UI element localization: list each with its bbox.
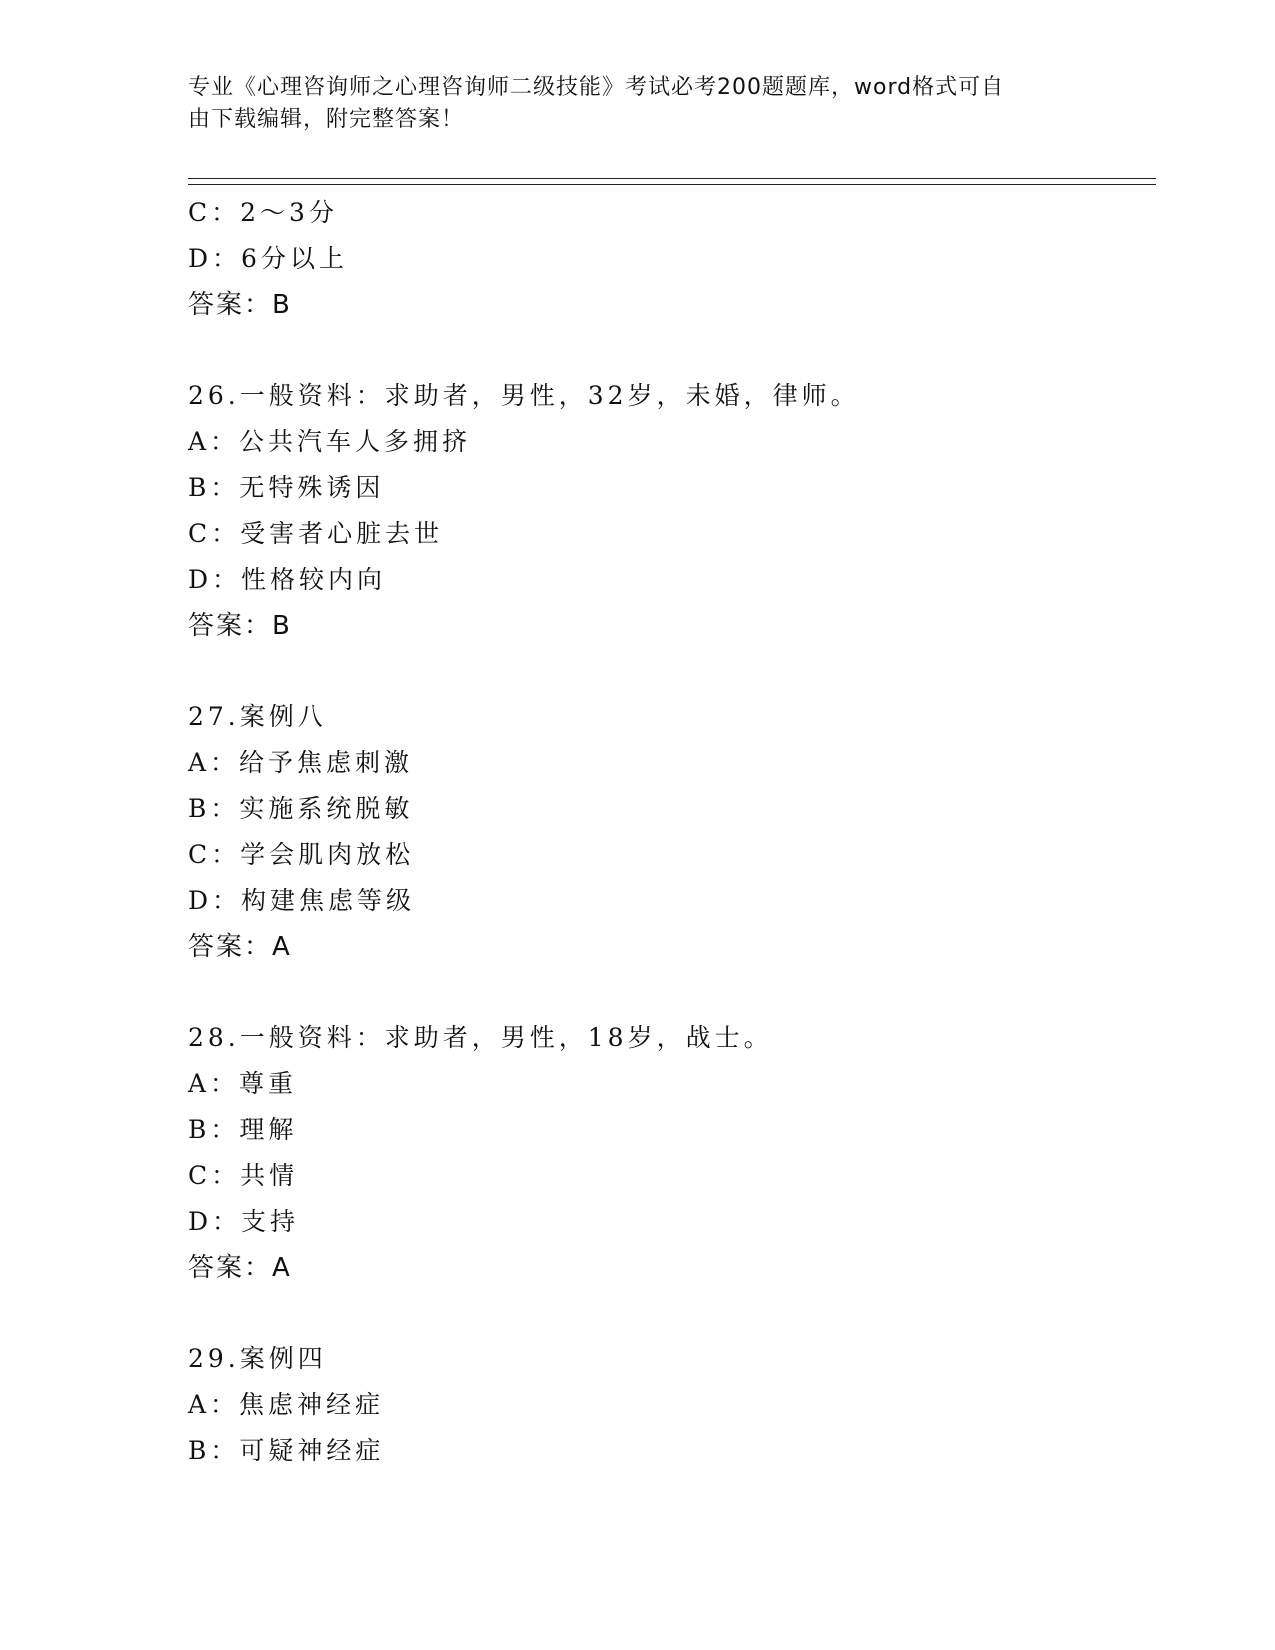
answer-line: 答案：B	[188, 290, 292, 320]
question-title: 28.一般资料：求助者，男性，18岁，战士。	[188, 1023, 773, 1052]
question-28	[188, 1015, 1148, 1291]
option-c: C：共情	[188, 1161, 299, 1190]
answer-line: 答案：B	[188, 611, 292, 641]
option-b: B：无特殊诱因	[188, 473, 385, 502]
option-b: B：理解	[188, 1115, 298, 1144]
question-title: 29.案例四	[188, 1344, 327, 1373]
option-c: C：2～3分	[188, 198, 338, 227]
document-header	[188, 72, 1088, 136]
option-b: B：可疑神经症	[188, 1436, 385, 1465]
option-d: D：性格较内向	[188, 565, 387, 594]
question-list	[188, 190, 1148, 1474]
option-a: A：给予焦虑刺激	[188, 748, 414, 777]
option-d: D：6分以上	[188, 244, 348, 273]
option-d: D：支持	[188, 1207, 300, 1236]
option-c: C：学会肌肉放松	[188, 840, 415, 869]
option-c: C：受害者心脏去世	[188, 519, 444, 548]
option-b: B：实施系统脱敏	[188, 794, 414, 823]
question-continuation	[188, 190, 1148, 328]
question-27	[188, 694, 1148, 970]
answer-line: 答案：A	[188, 932, 292, 962]
question-title: 27.案例八	[188, 702, 327, 731]
question-title: 26.一般资料：求助者，男性，32岁，未婚，律师。	[188, 381, 860, 410]
header-line-2: 由下载编辑，附完整答案！	[188, 107, 465, 132]
option-d: D：构建焦虑等级	[188, 886, 416, 915]
option-a: A：尊重	[188, 1069, 298, 1098]
question-29	[188, 1336, 1148, 1474]
option-a: A：公共汽车人多拥挤	[188, 427, 472, 456]
answer-line: 答案：A	[188, 1253, 292, 1283]
header-line-1: 专业《心理咨询师之心理咨询师二级技能》考试必考200题题库，word格式可自	[188, 75, 1005, 100]
option-a: A：焦虑神经症	[188, 1390, 385, 1419]
header-divider	[188, 178, 1156, 185]
question-26	[188, 373, 1148, 649]
